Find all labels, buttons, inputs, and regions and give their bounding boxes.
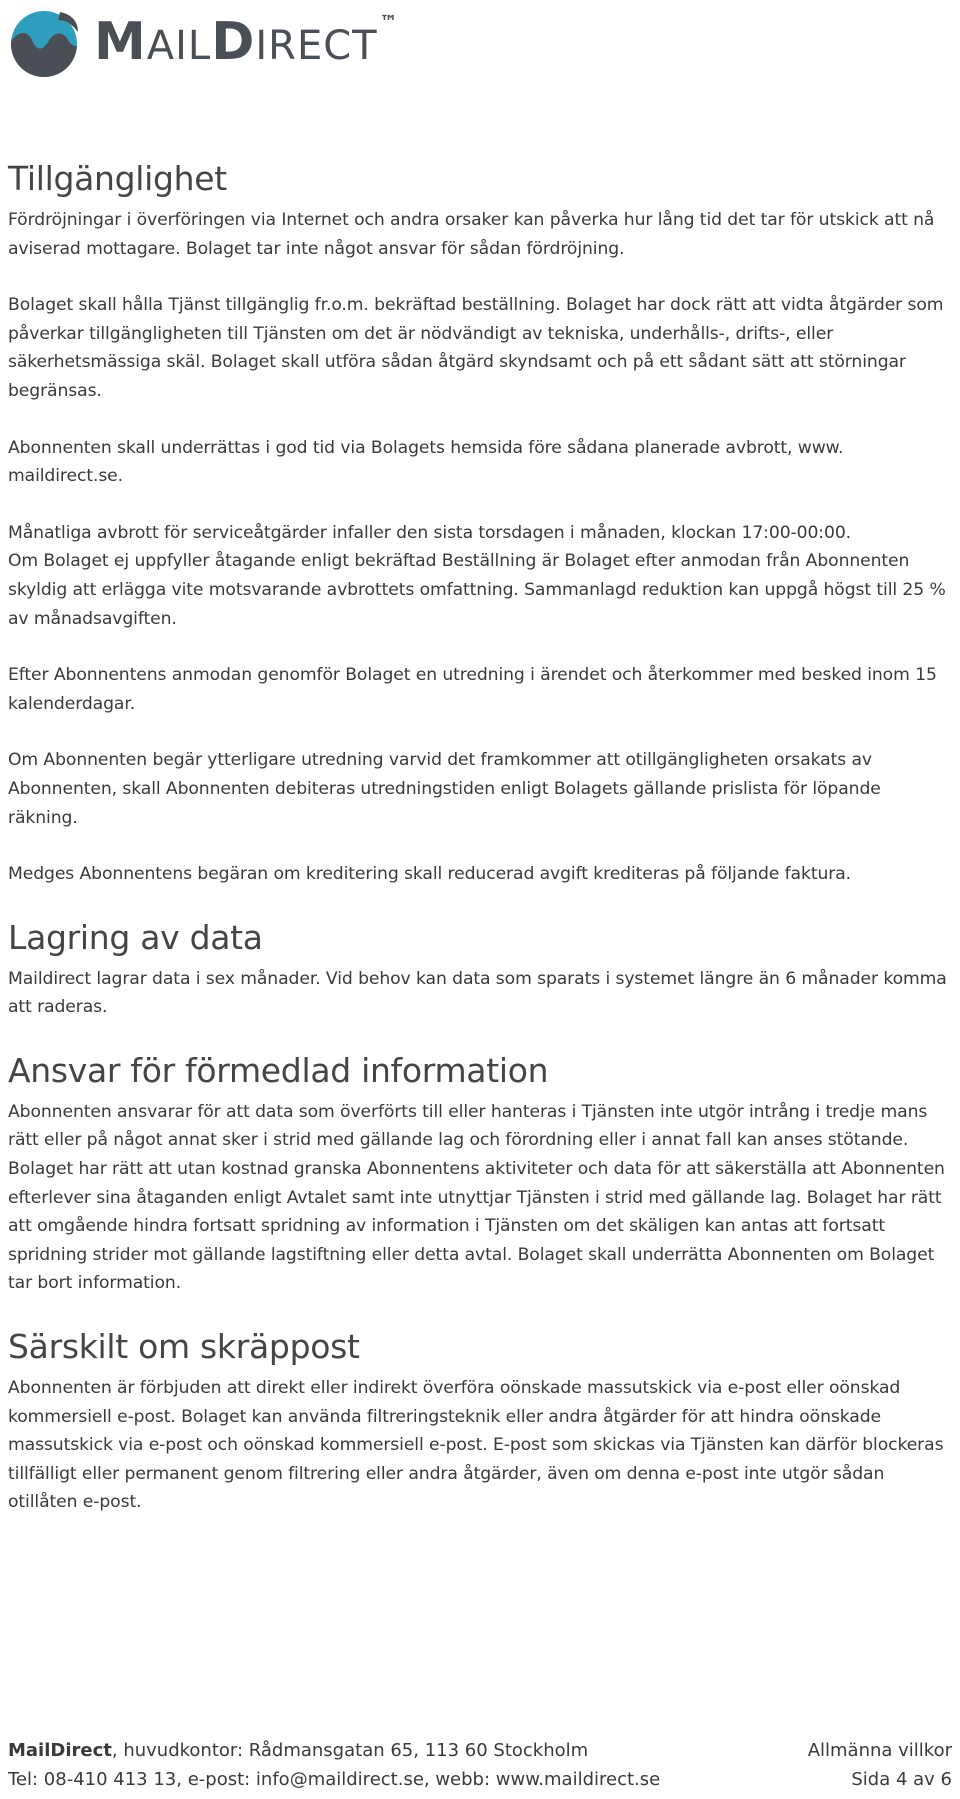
paragraph: Efter Abonnentens anmodan genomför Bolaget en utredning i ärendet och återkommer med besked inom 15 kalenderdagar. (8, 665, 937, 714)
section-heading: Särskilt om skräppost (8, 1327, 360, 1367)
maildirect-logo (8, 6, 399, 78)
paragraph: Om Bolaget ej uppfyller åtagande enligt bekräftad Beställning är Bolaget efter anmodan från Abonnenten skyldig att erlägga vite motsvarande avbrottets omfattning. Sammanlagd reduktion kan uppgå högst till 25 % av månadsavgiften. (8, 551, 946, 629)
footer-row-bottom (8, 1765, 952, 1794)
paragraph: Abonnenten är förbjuden att direkt eller indirekt överföra oönskade massutskick via e-post eller oönskad kommersiell e-post. Bolaget kan använda filtreringsteknik eller andra åtgärder för att hindra oönskade massutskick via e-post och oönskad kommersiell e-post. E-post som skickas via Tjänsten kan därför blockeras tillfälligt eller permanent genom filtrering eller andra åtgärder, även om denna e-post inte utgör sådan otillåten e-post. (8, 1378, 944, 1513)
document-body (8, 158, 952, 1545)
paragraph: Bolaget skall hålla Tjänst tillgänglig fr.o.m. bekräftad beställning. Bolaget har dock rätt att vidta åtgärder som påverkar tillgängligheten till Tjänsten om det är nödvändigt av tekniska, underhålls-, drifts-, eller säkerhetsmässiga skäl. Bolaget skall utföra sådan åtgärd skyndsamt och på ett sådant sätt att störningar begränsas. (8, 295, 944, 401)
section-heading: Ansvar för förmedlad information (8, 1050, 549, 1090)
paragraph: Om Abonnenten begär ytterligare utredning varvid det framkommer att otillgängligheten orsakats av Abonnenten, skall Abonnenten debiteras utredningstiden enligt Bolagets gällande prislista för löpande räkning. (8, 750, 881, 828)
footer-contact: Tel: 08-410 413 13, e-post: info@maildirect.se, webb: www.maildirect.se (8, 1769, 661, 1790)
footer-address-text: , huvudkontor: Rådmansgatan 65, 113 60 Stockholm (111, 1740, 589, 1761)
paragraph: Maildirect lagrar data i sex månader. Vid behov kan data som sparats i systemet längre än 6 månader komma att raderas. (8, 968, 947, 1018)
paragraph: Medges Abonnentens begäran om kreditering skall reducerad avgift krediteras på följande faktura. (8, 864, 852, 885)
footer-doc-title: Allmänna villkor (807, 1740, 952, 1761)
footer-page-number: Sida 4 av 6 (851, 1769, 952, 1790)
paragraph: Abonnenten ansvarar för att data som överförts till eller hanteras i Tjänsten inte utgör intrång i tredje mans rätt eller på något annat sker i strid med gällande lag och förordning eller i annat fall kan anses stötande. Bolaget har rätt att utan kostnad granska Abonnentens aktiviteter och data för att säkerställa att Abonnenten efterlever sina åtaganden enligt Avtalet samt inte utnyttjar Tjänsten i strid med gällande lag. Bolaget har rätt att omgående hindra fortsatt spridning av information i Tjänsten om det skäligen kan antas att fortsatt spridning strider mot gällande lagstiftning eller detta avtal. Bolaget skall underrätta Abonnenten om Bolaget tar bort information. (8, 1101, 945, 1294)
paragraph: Fördröjningar i överföringen via Internet och andra orsaker kan påverka hur lång tid det tar för utskick att nå aviserad mottagare. Bolaget tar inte något ansvar för sådan fördröjning. (8, 210, 935, 259)
footer-address (8, 1736, 588, 1765)
footer-row-top (8, 1736, 952, 1765)
paragraph: Månatliga avbrott för serviceåtgärder infaller den sista torsdagen i månaden, klockan 17:00-00:00. (8, 522, 852, 543)
footer-company: MailDirect (8, 1740, 112, 1761)
logo-wordmark: MAILDIRECT™ (94, 12, 399, 72)
maildirect-logo-icon (8, 6, 80, 78)
section-heading: Tillgänglighet (8, 159, 227, 198)
paragraph: Abonnenten skall underrättas i god tid via Bolagets hemsida före sådana planerade avbrott, www. maildirect.se. (8, 437, 844, 487)
section-heading: Lagring av data (8, 917, 263, 957)
page-footer (8, 1736, 952, 1794)
